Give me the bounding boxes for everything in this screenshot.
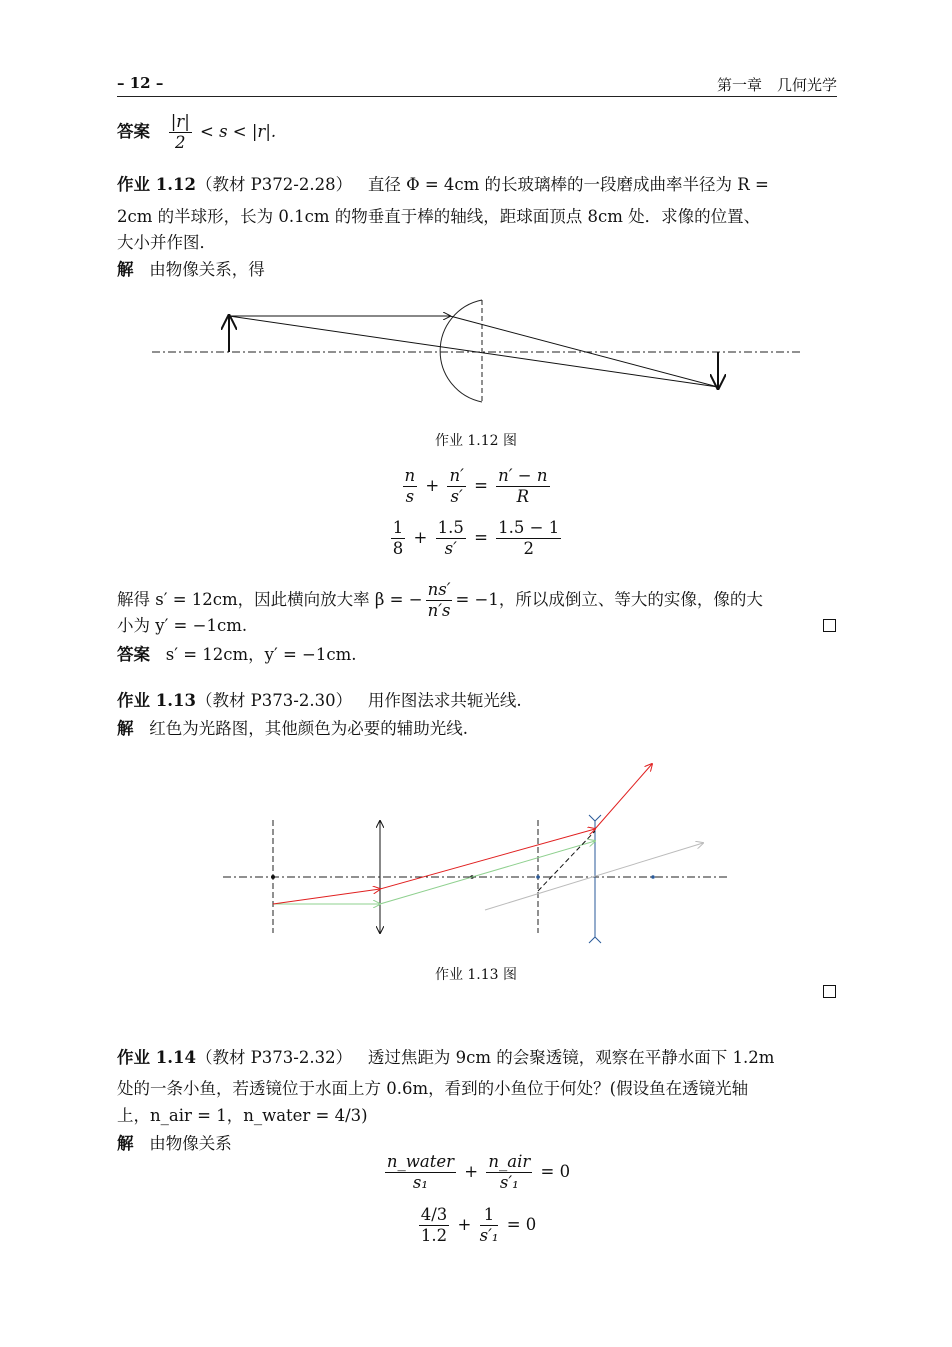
aux-dashed-ray xyxy=(538,831,595,891)
hw114-title: 作业 1.14 xyxy=(117,1048,196,1067)
hw114-line2: 处的一条小鱼，若透镜位于水面上方 0.6m，看到的小鱼位于何处？(假设鱼在透镜光轴 xyxy=(117,1079,749,1098)
focal-point-blue-2 xyxy=(651,875,655,879)
qed-box xyxy=(823,619,836,632)
hw112-equation-2: $\frac{1}{8}$ + $\frac{1.5}{s'}$ = $\frac{1.5 - 1}{2}$ xyxy=(392,518,560,558)
hw112-equation-1: $\frac{n}{s}$ + $\frac{n'}{s'}$ = $\frac{n' - n}{R}$ xyxy=(404,466,548,506)
hw112-line2: 2cm 的半球形，长为 0.1cm 的物垂直于棒的轴线，距球面顶点 8cm 处．求像的位置、 xyxy=(117,207,761,226)
hw114-equation-2: $\frac{4/3}{1.2}$ + $\frac{1}{\text{s′₁}}$ = 0 xyxy=(420,1205,537,1245)
red-ray-1 xyxy=(273,889,380,904)
focal-point-blue-1 xyxy=(536,875,540,879)
figure-1-13-caption: 作业 1.13 图 xyxy=(434,967,518,983)
prev-answer: 答案 $\frac{|r|}{2}$ < s < |r|. xyxy=(117,112,277,152)
hw113-line1: 作业 1.13（教材 P373-2.30） 用作图法求共轭光线. xyxy=(117,691,522,710)
figure-1-13 xyxy=(215,755,735,945)
hemisphere-surface xyxy=(440,300,482,402)
figure-1-12-caption: 作业 1.12 图 xyxy=(434,433,518,449)
chapter-title: 第一章 几何光学 xyxy=(716,76,837,94)
diverging-lens-bottom-cap xyxy=(589,937,601,943)
hw114-equation-1: $\frac{\text{n\_water}}{\text{s₁}}$ + $\frac{\text{n\_air}}{\text{s′₁}}$ = 0 xyxy=(386,1152,571,1192)
focal-point-left xyxy=(271,875,275,879)
hw114-line3: 上，n_air = 1，n_water = 4/3) xyxy=(117,1106,368,1125)
figure-1-12 xyxy=(140,290,820,415)
hw112-result-line2: 小为 y′ = −1cm. xyxy=(117,616,248,635)
hw113-title: 作业 1.13 xyxy=(117,691,196,710)
red-ray-2 xyxy=(380,829,595,889)
hw113-solution: 解 红色为光路图，其他颜色为必要的辅助光线. xyxy=(117,719,468,738)
hw112-title: 作业 1.12 xyxy=(117,175,196,194)
hw112-line3: 大小并作图． xyxy=(117,233,216,252)
hw114-line1: 作业 1.14（教材 P373-2.32） 透过焦距为 9cm 的会聚透镜，观察在平静水面下 1.2m xyxy=(117,1048,775,1067)
page-number: – 12 – xyxy=(117,74,164,92)
hw114-solution: 解 由物像关系 xyxy=(117,1134,232,1153)
aux-green-ray-2 xyxy=(380,841,595,904)
answer-fraction: $\frac{|r|}{2}$ xyxy=(170,112,190,152)
hw112-line1: 作业 1.12（教材 P372-2.28） 直径 Φ = 4cm 的长玻璃棒的一段磨成曲率半径为 R = xyxy=(117,175,769,194)
diverging-lens-top-cap xyxy=(589,815,601,821)
hw112-solution: 解 由物像关系，得 xyxy=(117,260,265,279)
hw112-result: 解得 s′ = 12cm，因此横向放大率 β = − $\frac{ns'}{n's}$ = −1，所以成倒立、等大的实像，像的大 xyxy=(117,580,763,620)
red-ray-3 xyxy=(595,764,652,829)
answer-label: 答案 xyxy=(117,122,150,141)
header-rule xyxy=(117,96,837,97)
hw112-answer: 答案 s′ = 12cm，y′ = −1cm. xyxy=(117,645,357,664)
qed-box xyxy=(823,985,836,998)
